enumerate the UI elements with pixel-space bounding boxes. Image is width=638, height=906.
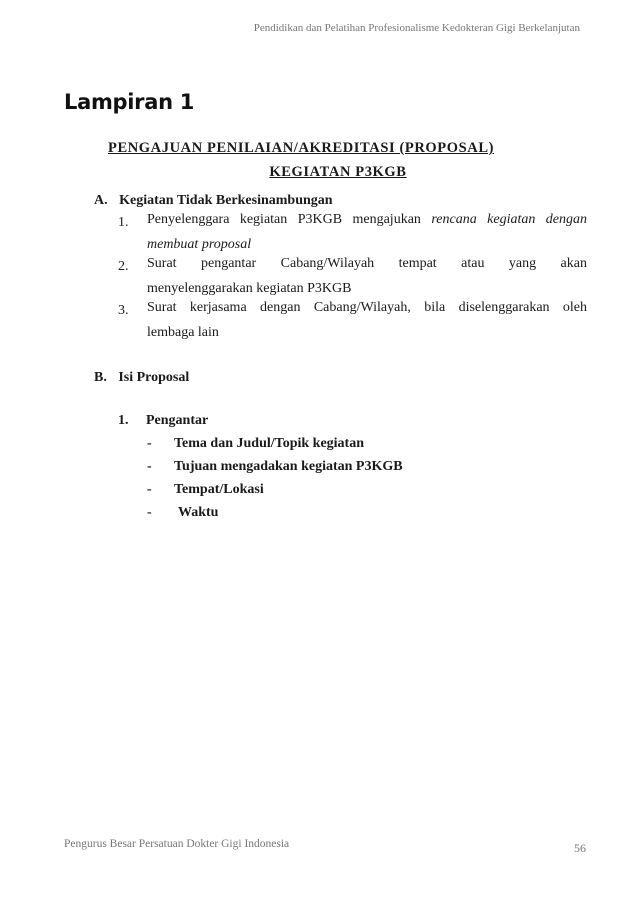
section-b-title: Isi Proposal [118, 370, 190, 385]
document-title-line2: KEGIATAN P3KGB [269, 164, 407, 180]
section-b-sub-number: 1. [118, 413, 129, 428]
bullet-item-2: Tujuan mengadakan kegiatan P3KGB [174, 459, 403, 474]
running-header: Pendidikan dan Pelatihan Profesionalisme Kedokteran Gigi Berkelanjutan [253, 22, 580, 34]
bullet-dash-4: - [147, 505, 152, 520]
section-a-item-2-line1: Surat pengantar Cabang/Wilayah tempat atau yang akan [147, 256, 587, 271]
page-heading: Lampiran 1 [64, 90, 195, 114]
section-a-item-3-line1: Surat kerjasama dengan Cabang/Wilayah, bila diselenggarakan oleh [147, 300, 587, 315]
section-b-letter: B. [94, 370, 107, 385]
section-b-heading [94, 367, 189, 388]
footer-organization: Pengurus Besar Persatuan Dokter Gigi Indonesia [64, 838, 290, 850]
section-a-heading [94, 190, 333, 211]
bullet-dash-2: - [147, 459, 152, 474]
section-a-item-2-number: 2. [118, 259, 129, 274]
section-a-title: Kegiatan Tidak Berkesinambungan [119, 193, 333, 208]
section-b-sub-title: Pengantar [146, 413, 209, 428]
bullet-dash-3: - [147, 482, 152, 497]
section-a-item-3-number: 3. [118, 303, 129, 318]
bullet-dash-1: - [147, 436, 152, 451]
section-a-item-1-italic: rencana kegiatan dengan [431, 212, 587, 227]
section-a-item-3-line2: lembaga lain [147, 325, 219, 340]
bullet-item-1: Tema dan Judul/Topik kegiatan [174, 436, 364, 451]
section-a-item-2-line2: menyelenggarakan kegiatan P3KGB [147, 281, 352, 296]
section-a-item-1-number: 1. [118, 215, 129, 230]
section-a-item-1-text: Penyelenggara kegiatan P3KGB mengajukan [147, 212, 421, 227]
section-b-sub-heading [118, 410, 208, 431]
page-number: 56 [574, 841, 586, 855]
section-a-letter: A. [94, 193, 108, 208]
document-title-line1: PENGAJUAN PENILAIAN/AKREDITASI (PROPOSAL) [108, 140, 495, 156]
section-a-item-1-line2: membuat proposal [147, 237, 252, 252]
bullet-item-4: Waktu [178, 505, 219, 520]
section-a-item-1-line1 [147, 212, 587, 228]
bullet-item-3: Tempat/Lokasi [174, 482, 264, 497]
